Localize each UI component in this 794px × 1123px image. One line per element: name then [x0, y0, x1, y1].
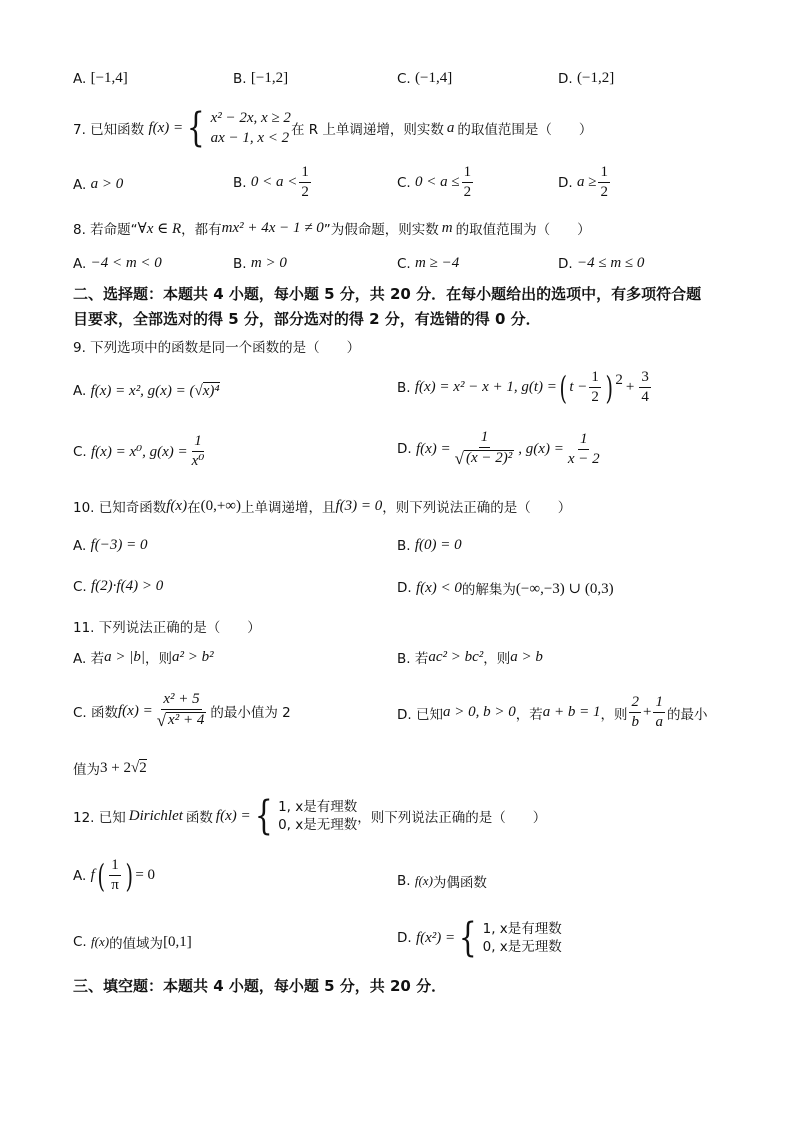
q10-option-a [73, 537, 148, 554]
fraction-half: $\frac{1}{2}$ [301, 164, 309, 200]
option-label: C. [397, 255, 411, 272]
option-text: 的值域为 [109, 936, 164, 952]
plus-sign: + [625, 379, 635, 395]
q6-option-c [397, 70, 452, 87]
q6-option-a [73, 70, 128, 87]
option-line2: 值为 [73, 762, 100, 778]
paren-close: ) [605, 368, 613, 407]
option-label: C. 函数 [73, 705, 119, 721]
q11-option-b [397, 647, 543, 667]
q10-option-c [73, 578, 163, 595]
q8-stem [73, 218, 591, 238]
option-label: B. [397, 379, 411, 396]
fraction: $\frac{1}{x - 2}$ [567, 430, 600, 467]
q11-option-a [73, 647, 214, 667]
option-value: 3 + 2√ [100, 759, 140, 776]
option-value: m ≥ −4 [415, 255, 460, 271]
option-sum: a + b = 1 [542, 704, 601, 720]
option-label: D. [558, 174, 573, 191]
option-fx: f(x) [91, 934, 110, 949]
case1: 1, x是有理数 [482, 920, 562, 937]
q7-fx: f(x) = [148, 119, 184, 136]
option-fx: f(x) [414, 873, 433, 888]
fraction: $\frac{3}{4}$ [641, 369, 649, 405]
option-label: D. 已知 [397, 706, 443, 723]
option-cond: a > 0, b > 0 [442, 704, 516, 720]
paren-open: ( [97, 856, 105, 895]
q7-stem-end: 的取值范围是（ ） [457, 122, 593, 139]
q7-stem-rest: 在 R 上单调递增，则实数 [290, 122, 444, 139]
q7-case1: x² − 2x, x ≥ 2 [210, 110, 291, 126]
option-fx: f(x) = [118, 702, 153, 719]
q12-stem3: ，则下列说法正确的是（ ） [357, 810, 547, 826]
q8-stem1: 8. 若命题“ [73, 222, 138, 238]
option-label: C. [397, 70, 411, 87]
q8-option-b [233, 255, 287, 272]
fraction: $\frac{1}{2}$ [591, 369, 599, 405]
q7-option-d [558, 165, 612, 200]
q12-piecewise [251, 793, 358, 839]
option-mid: ，则 [483, 651, 511, 667]
option-label: A. 若 [73, 651, 105, 667]
option-value-t: t − [569, 379, 588, 395]
q10-option-b [397, 537, 462, 554]
option-then: ，则 [600, 706, 628, 723]
q8-var: m [441, 219, 453, 236]
option-text: 的解集为 [461, 582, 516, 598]
option-label: A. [73, 255, 87, 272]
q12-fx: f(x) = [215, 807, 251, 824]
q10-stem [73, 496, 571, 516]
option-value: −4 < m < 0 [90, 255, 162, 271]
option-result: a > b [510, 648, 543, 665]
q7-option-b [233, 165, 313, 200]
option-value: f(x) = x⁰, g(x) = [91, 444, 188, 460]
option-value: (−1,4] [415, 70, 453, 86]
plus-sign: + [642, 704, 652, 720]
q6-option-b [233, 70, 288, 87]
q12-stem [73, 793, 547, 839]
option-cond: ac² > bc² [428, 648, 484, 665]
q8-option-c [397, 255, 459, 272]
option-label: A. [73, 537, 87, 554]
option-set: [0,1] [163, 933, 192, 950]
q7-option-c [397, 165, 475, 200]
q7-stem [73, 105, 593, 152]
exponent: 2 [615, 372, 623, 388]
paren-open: ( [559, 368, 567, 407]
q7-var: a [446, 119, 455, 136]
brace-glyph: { [254, 793, 273, 839]
option-value: f(x) < 0 [415, 579, 462, 596]
option-f: f [90, 867, 95, 883]
q10-stem2: 在 [187, 500, 201, 516]
option-label: A. [73, 383, 87, 399]
option-label: B. [397, 537, 411, 554]
q12-stem2: 函数 [185, 810, 213, 826]
option-eq: = 0 [135, 867, 156, 883]
piecewise [455, 915, 562, 961]
q10-stem1: 10. 已知奇函数 [73, 500, 167, 516]
fraction-sqrt: 1 √ (x − 2)² [454, 429, 513, 468]
option-label: B. 若 [397, 651, 429, 667]
q10-fx: f(x) [166, 497, 188, 514]
option-mid: ，则 [144, 651, 172, 667]
q12-stem1: 12. 已知 [73, 810, 126, 826]
q12-option-b [397, 871, 487, 891]
q8-stem3: ”为假命题，则实数 [323, 222, 439, 238]
q12-option-c [73, 932, 192, 952]
q9-option-d [397, 430, 604, 468]
section3-heading: 三、填空题：本题共 4 小题，每小题 5 分，共 20 分． [73, 977, 447, 995]
option-value: a ≥ [576, 174, 597, 190]
brace-glyph: { [186, 105, 205, 152]
q8-forall: ∀x ∈ R [137, 220, 182, 237]
option-value: f(2)·f(4) > 0 [91, 578, 164, 594]
option-value-radicand: x)⁴ [202, 383, 220, 399]
option-end: 的最小 [666, 706, 708, 723]
fraction-half: $\frac{1}{2}$ [600, 164, 608, 200]
fraction: $\frac{1}{a}$ [655, 694, 663, 730]
q9-stem: 9. 下列选项中的函数是同一个函数的是（ ） [73, 340, 361, 356]
option-value-radicand: 2 [139, 760, 147, 776]
option-set: (−∞,−3) ∪ (0,3) [515, 580, 614, 597]
fraction-sqrt: x² + 5 √ x² + 4 [156, 691, 205, 730]
option-mid: ，若 [515, 706, 543, 723]
option-value-mid: , g(x) = [518, 440, 564, 457]
q8-stem4: 的取值范围为（ ） [455, 222, 591, 238]
option-value: [−1,4] [90, 70, 128, 86]
option-label: D. [558, 255, 573, 272]
q10-stem3: 上单调递增，且 [241, 500, 336, 516]
option-end: 的最小值为 2 [210, 705, 291, 721]
q11-option-d [397, 695, 707, 730]
option-label: D. [558, 70, 573, 87]
section2-heading-line2: 目要求，全部选对的得 5 分，部分选对的得 2 分，有选错的得 0 分． [73, 310, 541, 328]
fraction: $\frac{1}{\text{x⁰}}$ [191, 433, 205, 469]
option-label: C. [73, 443, 87, 460]
option-label: C. [397, 174, 411, 191]
q7-number: 7. 已知函数 [73, 122, 145, 139]
option-label: D. [397, 580, 412, 596]
option-value: f(−3) = 0 [90, 537, 148, 553]
option-label: C. [73, 578, 87, 595]
option-value: 0 < a < [250, 174, 298, 190]
section2-heading-line1: 二、选择题：本题共 4 小题，每小题 5 分，共 20 分．在每小题给出的选项中，有多项符合题 [73, 285, 702, 303]
option-label: A. [73, 176, 87, 193]
option-value: 0 < a ≤ [415, 174, 460, 190]
fraction: $\frac{2}{b}$ [631, 694, 639, 730]
case2: 0, x是无理数 [482, 939, 562, 955]
option-value: [−1,2] [250, 70, 289, 86]
option-label: A. [73, 70, 87, 87]
option-cond: a > |b| [104, 648, 145, 665]
fraction-half: $\frac{1}{2}$ [463, 164, 472, 200]
option-value: f(x) = x², g(x) = (√ [90, 382, 203, 399]
option-value: f(0) = 0 [414, 537, 462, 553]
q12-option-d [397, 915, 562, 961]
option-value: a > 0 [90, 176, 124, 192]
option-label: D. [397, 930, 412, 946]
q7-piecewise [183, 105, 291, 152]
option-label: A. [73, 867, 87, 884]
q7-option-a [73, 176, 123, 193]
option-value: f(x) = x² − x + 1, g(t) = [414, 379, 557, 395]
q8-option-d [558, 255, 644, 272]
option-value: (−1,2] [576, 70, 615, 86]
q10-interval: (0,+∞) [200, 497, 241, 514]
option-label: B. [233, 70, 247, 87]
option-text: 为偶函数 [432, 875, 487, 891]
q10-stem4: ，则下列说法正确的是（ ） [382, 500, 572, 516]
option-label: C. [73, 934, 87, 950]
q8-option-a [73, 255, 162, 272]
q6-option-d [558, 70, 614, 87]
q12-option-a [73, 858, 155, 893]
fraction: $\frac{1}{\pi}$ [111, 857, 119, 893]
q11-stem: 11. 下列说法正确的是（ ） [73, 620, 261, 636]
q11-option-d-continued [73, 758, 147, 778]
q9-option-c [73, 434, 208, 469]
option-label: B. [233, 255, 247, 272]
option-label: D. [397, 441, 412, 457]
option-label: B. [233, 174, 247, 191]
q10-option-d [397, 578, 614, 598]
q7-case2: ax − 1, x < 2 [210, 130, 290, 147]
option-value: f(x) = [415, 440, 451, 457]
q10-cond: f(3) = 0 [335, 497, 383, 514]
q9-option-a [73, 382, 220, 400]
paren-close: ) [125, 856, 133, 895]
option-value: −4 ≤ m ≤ 0 [576, 255, 645, 271]
q11-option-c [73, 692, 291, 730]
q12-case2: 0, x是无理数 [278, 817, 358, 833]
option-result: a² > b² [171, 648, 214, 665]
option-label: B. [397, 873, 411, 889]
q8-stem2: ，都有 [181, 222, 222, 238]
q12-case1: 1, x是有理数 [278, 798, 358, 815]
q9-option-b [397, 370, 653, 405]
option-fx: f(x²) = [415, 929, 456, 946]
q12-dirichlet: Dirichlet [128, 807, 183, 824]
brace-glyph: { [458, 915, 477, 961]
option-value: m > 0 [250, 255, 287, 271]
q8-expr: mx² + 4x − 1 ≠ 0 [221, 219, 324, 236]
